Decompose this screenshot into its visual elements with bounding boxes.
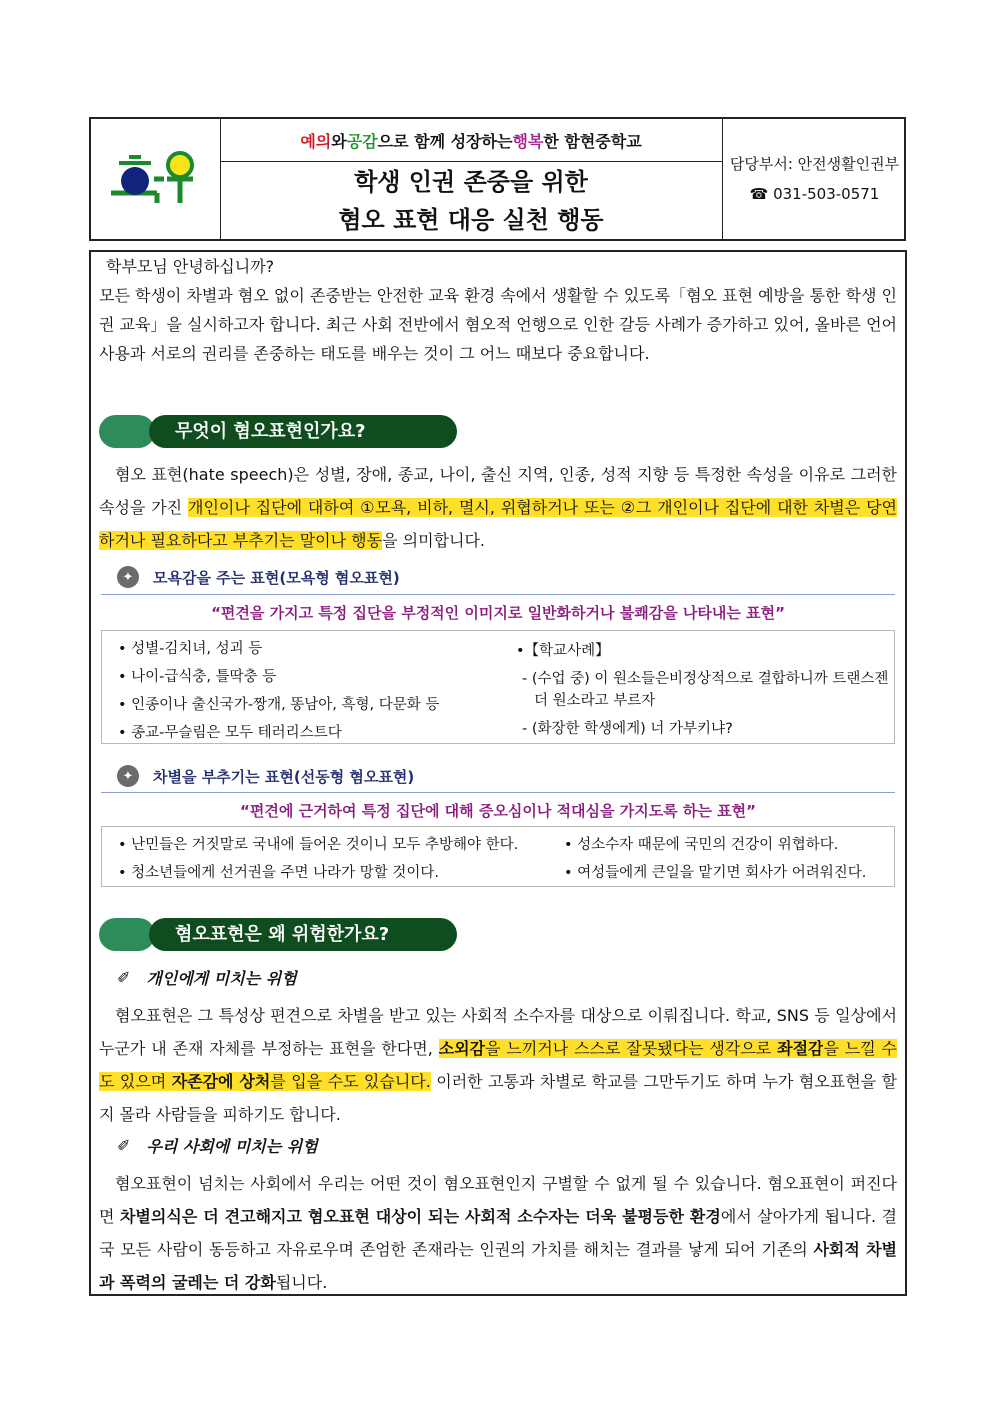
greeting: 학부모님 안녕하십니까? <box>106 257 275 276</box>
definition-text-end: 을 의미합니다. <box>382 531 486 550</box>
personal-risk-heading <box>117 966 297 989</box>
subsection-quote: “편견을 가지고 특정 집단을 부정적인 이미지로 일반화하거나 불쾌감을 나타내는 표현” <box>211 604 785 622</box>
slogan-part: 예의 <box>300 131 332 151</box>
divider <box>101 792 895 793</box>
personal-risk-paragraph <box>99 999 897 1131</box>
slogan-part: 와 <box>331 131 347 151</box>
subsection-title: 모욕감을 주는 표현(모욕형 혐오표현) <box>153 568 400 587</box>
slogan-part: 으로 함께 성장하는 <box>377 131 513 151</box>
contact-cell <box>723 119 906 239</box>
lightbulb-icon: ✦ <box>117 566 139 588</box>
department-label: 담당부서: 안전생활인권부 <box>729 155 900 173</box>
examples-box-incite <box>101 826 895 887</box>
subsection-insult <box>117 566 400 588</box>
phone-number: 031-503-0571 <box>773 185 880 203</box>
heading-text: 우리 사회에 미치는 위험 <box>146 1137 318 1156</box>
definition-paragraph <box>99 458 897 557</box>
subsection-quote: “편견에 근거하여 특정 집단에 대해 증오심이나 적대심을 가지도록 하는 표현” <box>240 802 756 820</box>
definition-highlight: 개인이나 집단에 대하여 ①모욕, 비하, 멸시, 위협하거나 또는 ②그 개인이나 집단에 대한 차별은 당연하거나 필요하다고 부추기는 말이나 행동 <box>99 498 897 550</box>
examples-box-insult <box>101 630 895 744</box>
divider <box>101 594 895 595</box>
school-case-item: - (화장한 학생에게) 너 가부키냐? <box>522 721 733 737</box>
slogan-part: 한 함현중학교 <box>543 131 642 151</box>
section-title-why <box>99 918 459 951</box>
subsection-title: 차별을 부추기는 표현(선동형 혐오표현) <box>153 767 415 786</box>
example-item: • 난민들은 거짓말로 국내에 들어온 것이니 모두 추방해야 한다. <box>118 837 519 853</box>
school-logo-icon <box>91 119 220 239</box>
school-case-item-cont: 더 원소라고 부르자 <box>534 693 656 709</box>
para-text: 혐오표현은 그 특성상 편견으로 차별을 받고 있는 사회적 소수자를 대상으로 이뤄집니다. 학교, SNS 등 일상에서 누군가 내 존재 자체를 부정하는 표현을 한다면, <box>99 1006 897 1058</box>
society-risk-heading <box>117 1134 318 1157</box>
example-item: • 여성들에게 큰일을 맡기면 회사가 어려워진다. <box>564 865 867 881</box>
slogan-part: 행복 <box>512 131 544 151</box>
section-title-label: 무엇이 혐오표현인가요? <box>149 415 457 448</box>
section-title-what <box>99 415 459 448</box>
highlight-text: 을 느낄 수도 있으며 <box>99 1039 898 1091</box>
school-slogan <box>220 119 722 162</box>
title-line-2: 혐오 표현 대응 실천 행동 <box>338 206 604 234</box>
logo-cell <box>91 119 221 239</box>
highlight-text: 자존감에 상처 <box>171 1072 271 1091</box>
society-risk-paragraph <box>99 1167 897 1299</box>
title-line-1: 학생 인권 존중을 위한 <box>354 168 588 196</box>
example-item: • 성소수자 때문에 국민의 건강이 위협하다. <box>564 837 839 853</box>
section-dot <box>99 415 155 448</box>
highlight-text: 을 느끼거나 스스로 잘못됐다는 생각으로 <box>485 1039 778 1058</box>
bold-text: 사회적 차별과 폭력의 굴레는 더 강화 <box>99 1240 897 1292</box>
example-item: • 종교-무슬림은 모두 테러리스트다 <box>118 725 342 741</box>
slogan-part: 공감 <box>346 131 378 151</box>
bold-text: 차별의식은 더 견고해지고 혐오표현 대상이 되는 사회적 소수자는 더욱 불평등한 환경 <box>119 1207 721 1226</box>
example-item: • 인종이나 출신국가-짱개, 똥남아, 흑형, 다문화 등 <box>118 697 440 713</box>
phone-line <box>750 179 880 209</box>
intro-paragraph: 모든 학생이 차별과 혐오 없이 존중받는 안전한 교육 환경 속에서 생활할 수 있도록「혐오 표현 예방을 통한 학생 인권 교육」을 실시하고자 합니다. 최근 사회 전반에서 혐오적 언행으로 인한 갈등 사례가 증가하고 있어, 올바른 언어 사용과 서로의 권리를 존중하는 태도를 배우는 것이 그 어느 때보다 중요합니다. <box>99 286 897 363</box>
example-item: • 청소년들에게 선거권을 주면 나라가 망할 것이다. <box>118 865 439 881</box>
pencil-icon: ✐ <box>117 968 131 987</box>
title-cell <box>220 119 723 239</box>
school-case-item: - (수업 중) 이 원소들은비정상적으로 결합하니까 트랜스젠 <box>522 671 889 687</box>
para-text: 에서 살아가게 됩니다. 결국 모든 사람이 동등하고 자유로우며 존엄한 존재라는 인권의 가치를 해치는 결과를 낳게 되어 기존의 <box>99 1207 898 1259</box>
school-case-heading: •【학교사례】 <box>516 643 610 659</box>
highlight-text: 를 입을 수도 있습니다. <box>270 1072 431 1091</box>
highlight-text: 소외감 <box>438 1039 486 1058</box>
para-text: 됩니다. <box>275 1273 328 1292</box>
para-text: 혐오표현이 넘치는 사회에서 우리는 어떤 것이 혐오표현인지 구별할 수 없게 될 수 있습니다. 혐오표현이 퍼진다면 <box>99 1174 897 1226</box>
section-dot <box>99 918 155 951</box>
heading-text: 개인에게 미치는 위험 <box>146 969 297 988</box>
lightbulb-icon: ✦ <box>117 765 139 787</box>
subsection-incite <box>117 765 414 787</box>
page-title <box>220 163 722 239</box>
section-title-label: 혐오표현은 왜 위험한가요? <box>149 918 457 951</box>
highlight-text: 좌절감 <box>777 1039 824 1058</box>
example-item: • 성별-김치녀, 성괴 등 <box>118 641 263 657</box>
definition-text: 혐오 표현(hate speech)은 성별, 장애, 종교, 나이, 출신 지역, 인종, 성적 지향 등 특정한 속성을 이유로 그러한 속성을 가진 <box>99 465 897 517</box>
example-item: • 나이-급식충, 틀딱충 등 <box>118 669 277 685</box>
pencil-icon: ✐ <box>117 1136 131 1155</box>
para-text: 이러한 고통과 차별로 학교를 그만두기도 하며 누가 혐오표현을 할지 몰라 사람들을 피하기도 합니다. <box>99 1072 897 1124</box>
phone-icon: ☎ <box>749 185 774 203</box>
header-table <box>89 117 906 241</box>
